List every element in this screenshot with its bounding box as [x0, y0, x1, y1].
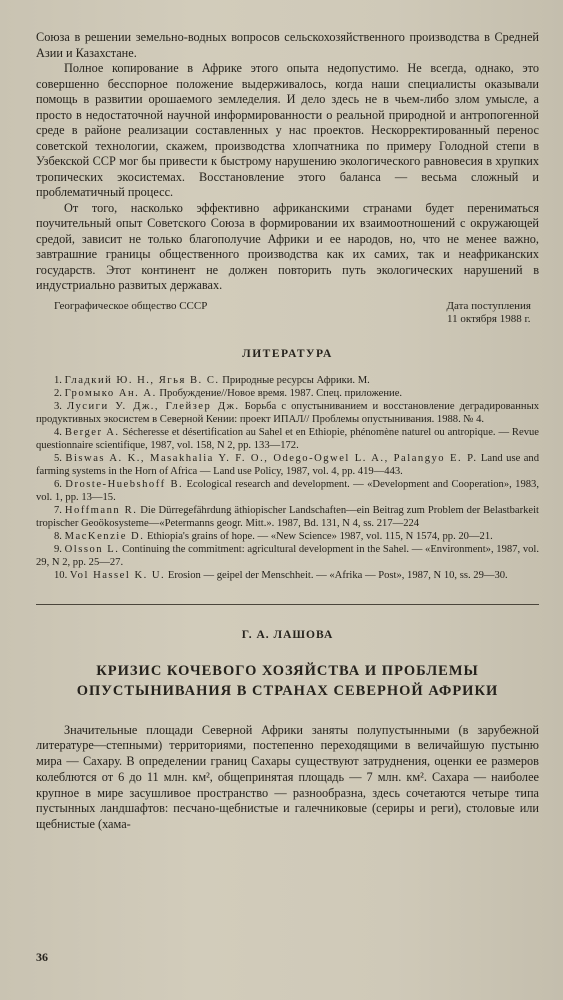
reference-item: [36, 504, 539, 530]
reference-number: 10.: [54, 569, 70, 581]
paragraph-2: Полное копирование в Африке этого опыта недопустимо. Не всегда, однако, это совершенно бесспорное положение выдерживалось, когда наши специалисты оказывали помощь в развитии орошаемого земледелия. И дело здесь не в чьем-либо злом умысле, а просто в недостаточной научной информированности о реальной природной и антропогенной среде в районе реализации составленных у нас проектов. Нескорректированный перенос советской технологии, скажем, производства хлопчатника по примеру Голодной степи в Узбекской ССР мог бы привести к быстрому нарушению экологического равновесия в хрупких тропических экосистемах. Восстановление этого баланса — весьма сложный и проблематичный процесс.: [36, 61, 539, 199]
organization: Географическое общество СССР: [54, 299, 208, 312]
reference-number: 8.: [54, 530, 65, 542]
reference-author: Vol Hassel K. U.: [69, 569, 166, 581]
reference-item: [36, 530, 539, 543]
reference-text: Природные ресурсы Африки. М.: [219, 374, 370, 386]
received-label: Дата поступления: [446, 299, 531, 312]
reference-text: Борьба с опустыниванием и восстановление деградированных продуктивных экосистем в Северной Кении: проект ИПАЛ// Проблемы опустынивания. 1988. № 4.: [36, 400, 540, 425]
reference-author: Biswas A. K., Masakhalia Y. F. O., Odego-Ogwel L. A., Palangyo E. P.: [65, 452, 478, 464]
reference-author: Гладкий Ю. Н., Ягья В. С.: [64, 374, 220, 386]
received-date: 11 октября 1988 г.: [447, 312, 531, 325]
article-body-paragraph: Значительные площади Северной Африки заняты полупустынными (в зарубежной литературе—степными) территориями, постепенно переходящими в величайшую пустыню мира — Сахару. В определении границ Сахары существуют затруднения, оценки ее размеров колеблются от 6 до 11 млн. км², общепринятая площадь — 7 млн. км². Сахара — наиболее крупное в мире засушливое пространство — разнообразна, здесь сочетаются четыре типа пустынных ландшафтов: песчано-щебнистые и галечниковые (сериры и реги), столовые или щебнистые (хама-: [36, 722, 539, 832]
article-title: [36, 661, 539, 701]
section-divider: [36, 604, 539, 605]
reference-item: [36, 374, 539, 387]
reference-number: 9.: [54, 543, 65, 555]
reference-item: [36, 452, 539, 478]
reference-text: Ecological research and development. — «Development and Cooperation», 1983, vol. 1, pp. 13—15.: [36, 478, 539, 503]
paragraph-3: От того, насколько эффективно африканскими странами будет перениматься поучительный опыт Советского Союза в формировании их взаимоотношений с окружающей средой, зависит не только благополучие Африки и ее народов, но, что не менее важно, завтрашние границы общественного производства как их самих, так и неафриканских государств. Этот континент не должен повторить путь экологических нарушений в индустриально развитых державах.: [36, 200, 539, 292]
reference-number: 2.: [54, 387, 65, 399]
reference-number: 4.: [54, 426, 65, 438]
paragraph-1: Союза в решении земельно-водных вопросов сельскохозяйственного производства в Средней Азии и Казахстане.: [36, 30, 539, 60]
reference-text: Die Dürregefährdung äthiopischer Landschaften—ein Beitrag zum Problem der Belastbarkeit tropischer Geoökosysteme—«Petermanns geogr. Mitt.». 1987, Bd. 131, N 4, ss. 217—224: [36, 504, 539, 529]
reference-text: Continuing the commitment: agricultural development in the Sahel. — «Environment», 1987, vol. 29, N 2, pp. 25—27.: [36, 543, 540, 568]
reference-number: 1.: [54, 374, 65, 386]
reference-text: Erosion — geipel der Menschheit. — «Afrika — Post», 1987, N 10, ss. 29—30.: [165, 569, 508, 581]
received-date-block: [447, 300, 539, 326]
reference-item: [36, 569, 539, 582]
signature-block: [36, 300, 539, 326]
reference-list: [36, 374, 539, 582]
article-title-line-1: КРИЗИС КОЧЕВОГО ХОЗЯЙСТВА И ПРОБЛЕМЫ: [96, 662, 479, 679]
reference-author: MacKenzie D.: [64, 530, 145, 542]
article-title-line-2: ОПУСТЫНИВАНИЯ В СТРАНАХ СЕВЕРНОЙ АФРИКИ: [76, 682, 499, 699]
reference-number: 5.: [54, 452, 66, 464]
reference-item: [36, 387, 539, 400]
reference-author: Hoffmann R.: [64, 504, 138, 516]
reference-author: Громыко Ан. А.: [64, 387, 157, 399]
reference-text: Ethiopia's grains of hope. — «New Science» 1987, vol. 115, N 1574, pp. 20—21.: [144, 530, 493, 542]
reference-number: 3.: [54, 400, 68, 412]
reference-item: [36, 478, 539, 504]
reference-author: Olsson L.: [64, 543, 120, 555]
reference-author: Лусиги У. Дж., Глейзер Дж.: [67, 400, 240, 412]
reference-author: Berger A.: [64, 426, 120, 438]
reference-author: Droste-Huebshoff B.: [65, 478, 184, 490]
reference-number: 6.: [54, 478, 66, 490]
literature-heading: ЛИТЕРАТУРА: [242, 347, 333, 360]
reference-item: [36, 543, 539, 569]
article-author: Г. А. ЛАШОВА: [241, 628, 334, 641]
reference-text: Пробуждение//Новое время. 1987. Спец. приложение.: [156, 387, 403, 399]
reference-item: [36, 400, 539, 426]
page-number: 36: [36, 950, 48, 964]
reference-item: [36, 426, 539, 452]
reference-text: Sécheresse et désertification au Sahel et en Ethiopie, phénomène naturel ou antropique. — Revue questionnaire scientifique, 1987, vol. 158, N 2, pp. 133—172.: [36, 426, 539, 451]
reference-number: 7.: [54, 504, 65, 516]
reference-text: Land use and farming systems in the Horn of Africa — Land use Policy, 1987, vol. 4, pp. 419—443.: [36, 452, 540, 477]
